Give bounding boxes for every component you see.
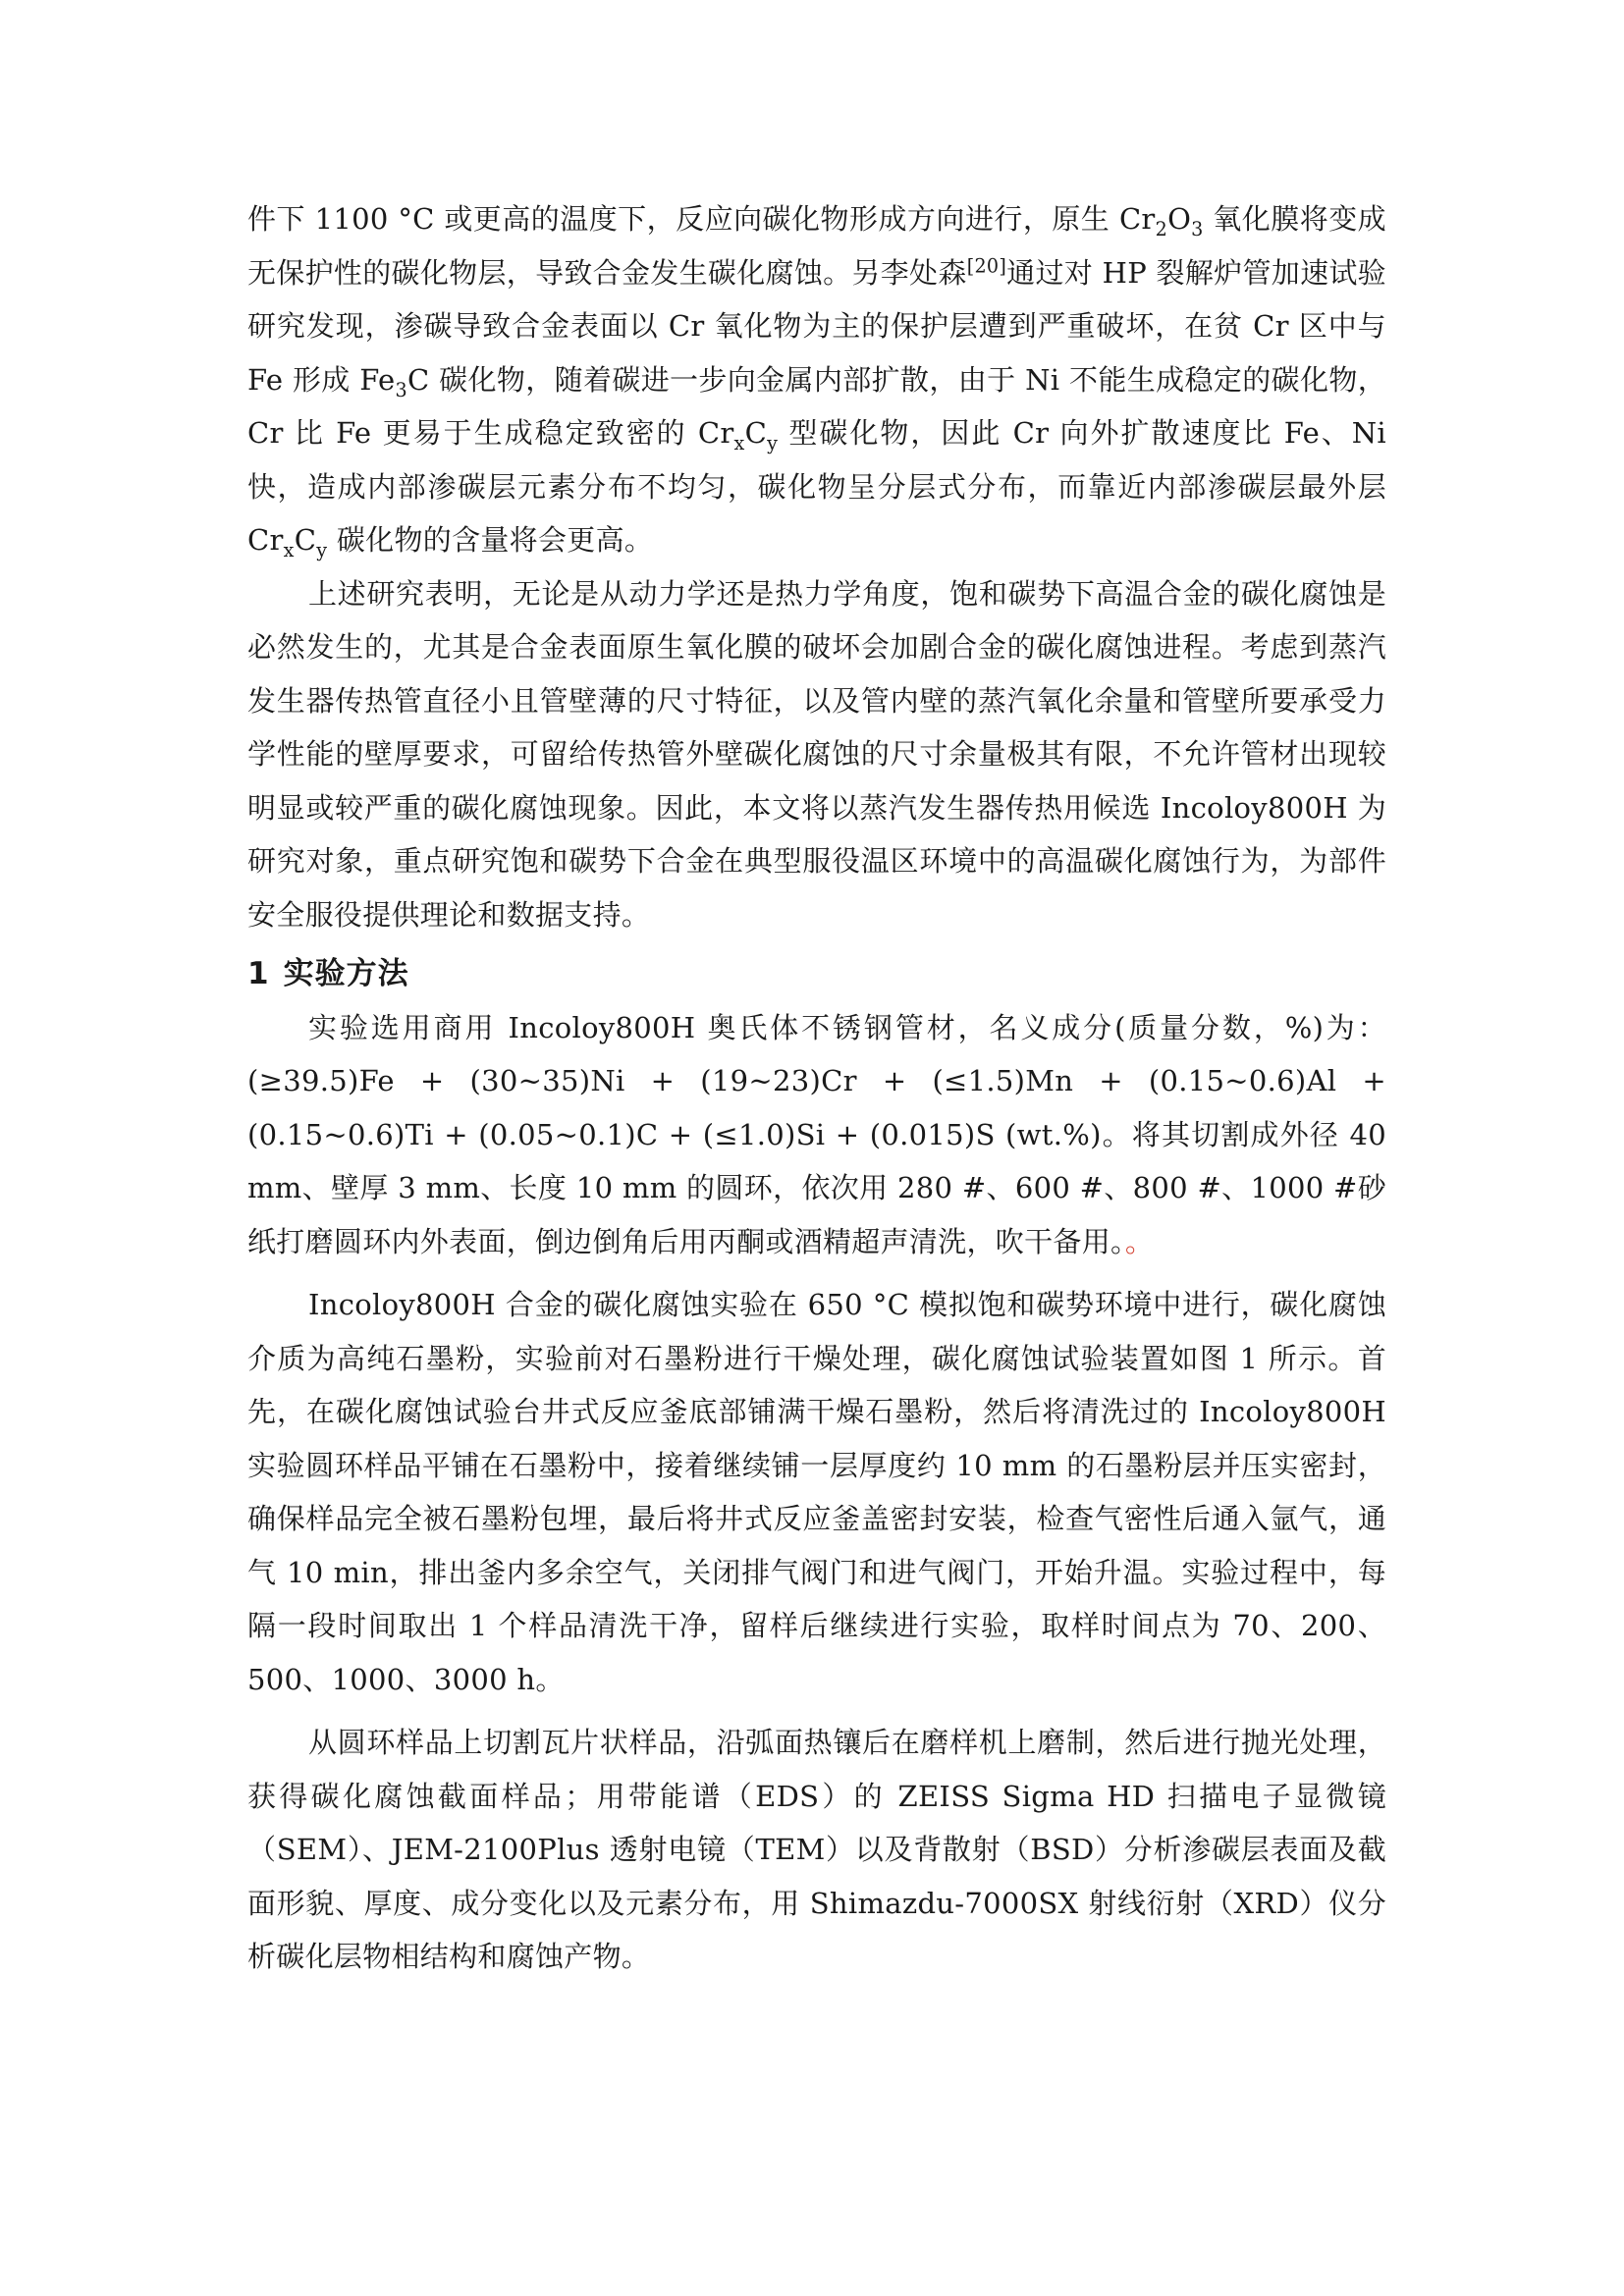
paragraph-research-summary: 上述研究表明，无论是从动力学还是热力学角度，饱和碳势下高温合金的碳化腐蚀是必然发生的，尤其是合金表面原生氧化膜的破坏会加剧合金的碳化腐蚀进程。考虑到蒸汽发生器传热管直径小且管壁薄的尺寸特征，以及管内壁的蒸汽氧化余量和管壁所要承受力学性能的壁厚要求，可留给传热管外壁碳化腐蚀的尺寸余量极其有限，不允许管材出现较明显或较严重的碳化腐蚀现象。因此，本文将以蒸汽发生器传热用候选 Incoloy800H 为研究对象，重点研究饱和碳势下合金在典型服役温区环境中的高温碳化腐蚀行为，为部件安全服役提供理论和数据支持。 <box>247 576 1386 932</box>
paragraph-characterization: 从圆环样品上切割瓦片状样品，沿弧面热镶后在磨样机上磨制，然后进行抛光处理，获得碳化腐蚀截面样品；用带能谱（EDS）的 ZEISS Sigma HD 扫描电子显微镜（SEM）、JEM-2100Plus 透射电镜（TEM）以及背散射（BSD）分析渗碳层表面及截面形貌、厚度、成分变化以及元素分布，用 Shimazdu-7000SX 射线衍射（XRD）仪分析碳化层物相结构和腐蚀产物。 <box>247 1726 1386 1973</box>
citation-link[interactable]: [20] <box>966 253 1007 277</box>
section-title: 实验方法 <box>283 956 409 991</box>
document-page <box>247 192 1386 1984</box>
edit-mark: 。 <box>1124 1224 1155 1258</box>
section-number: 1 <box>247 956 270 991</box>
paragraph-experiment-procedure: Incoloy800H 合金的碳化腐蚀实验在 650 °C 模拟饱和碳势环境中进行，碳化腐蚀介质为高纯石墨粉，实验前对石墨粉进行干燥处理，碳化腐蚀试验装置如图 1 所示。首先，在碳化腐蚀试验台井式反应釜底部铺满干燥石墨粉，然后将清洗过的 Incoloy800H 实验圆环样品平铺在石墨粉中，接着继续铺一层厚度约 10 mm 的石墨粉层并压实密封，确保样品完全被石墨粉包埋，最后将井式反应釜盖密封安装，检查气密性后通入氩气，通气 10 min，排出釜内多余空气，关闭排气阀门和进气阀门，开始升温。实验过程中，每隔一段时间取出 1 个样品清洗干净，留样后继续进行实验，取样时间点为 70、200、500、1000、3000 h。 <box>247 1288 1386 1696</box>
paragraph-carburization-mechanism: 件下 1100 °C 或更高的温度下，反应向碳化物形成方向进行，原生 $Cr_2O_3$ 氧化膜将变成无保护性的碳化物层，导致合金发生碳化腐蚀。另李处森[20]通过对 HP 裂解炉管加速试验研究发现，渗碳导致合金表面以 Cr 氧化物为主的保护层遭到严重破坏，在贫 Cr 区中与 Fe 形成 $Fe_3C$ 碳化物，随着碳进一步向金属内部扩散，由于 Ni 不能生成稳定的碳化物，Cr 比 Fe 更易于生成稳定致密的 $Cr_xC_y$ 型碳化物，因此 Cr 向外扩散速度比 Fe、Ni 快，造成内部渗碳层元素分布不均匀，碳化物呈分层式分布，而靠近内部渗碳层最外层 $Cr_xC_y$ 碳化物的含量将会更高。 <box>247 202 1386 561</box>
paragraph-material-preparation: 实验选用商用 Incoloy800H 奥氏体不锈钢管材，名义成分(质量分数，%)为：(≥39.5)Fe + (30~35)Ni + (19~23)Cr + (≤1.5)Mn + (0.15~0.6)Al + (0.15~0.6)Ti + (0.05~0.1)C + (≤1.0)Si + (0.015)S (wt.%)。将其切割成外径 40 mm、壁厚 3 mm、长度 10 mm 的圆环，依次用 280 #、600 #、800 #、1000 #砂纸打磨圆环内外表面，倒边倒角后用丙酮或酒精超声清洗，吹干备用。。 <box>247 1010 1386 1258</box>
section-heading <box>247 947 1386 1001</box>
